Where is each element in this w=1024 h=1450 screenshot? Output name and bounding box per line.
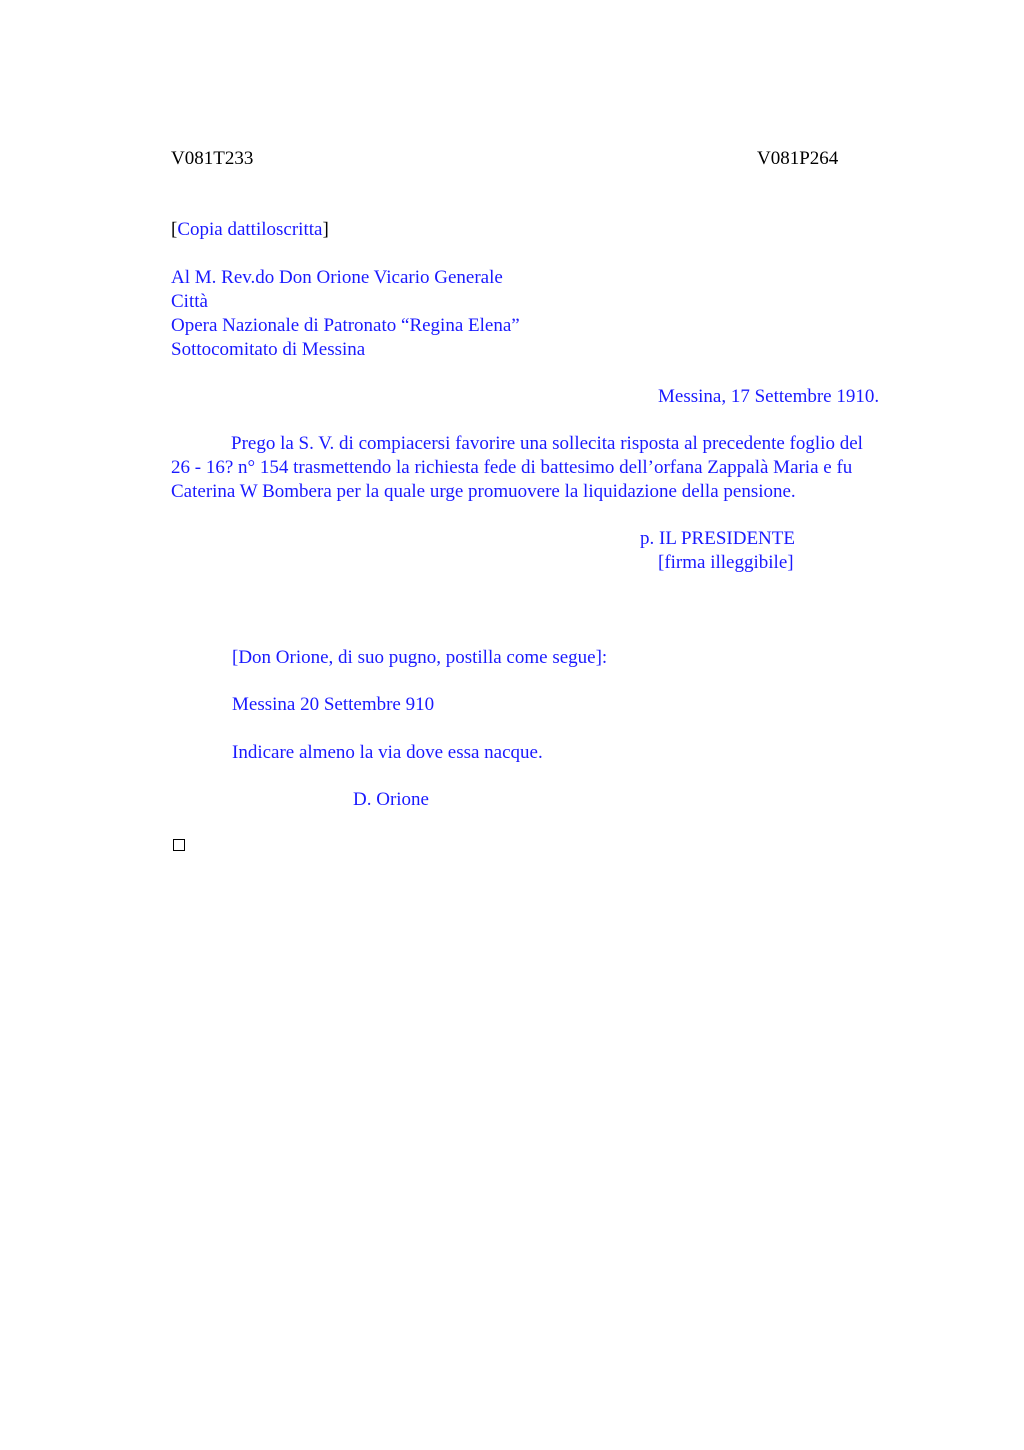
letter-date: Messina, 17 Settembre 1910. xyxy=(658,386,880,407)
letter-body xyxy=(171,432,931,504)
copy-note-text: Copia dattiloscritta xyxy=(177,219,323,240)
signature-title: p. IL PRESIDENTE xyxy=(640,528,795,549)
address-line: Città xyxy=(171,291,208,312)
square-marker xyxy=(173,839,185,851)
body-line: Caterina W Bombera per la quale urge promuovere la liquidazione della pensione. xyxy=(171,481,796,502)
address-line: Sottocomitato di Messina xyxy=(171,339,366,360)
body-line: 26 - 16? n° 154 trasmettendo la richiesta fede di battesimo dell’orfana Zappalà Maria e fu xyxy=(171,457,853,478)
copy-note xyxy=(171,218,329,242)
copy-note-bracket-open: [ xyxy=(171,219,178,240)
document-code-left: V081T233 xyxy=(171,148,254,169)
postscript-intro: [Don Orione, di suo pugno, postilla come segue]: xyxy=(232,647,608,668)
postscript-text: Indicare almeno la via dove essa nacque. xyxy=(232,742,543,763)
address-line: Al M. Rev.do Don Orione Vicario Generale xyxy=(171,267,503,288)
signature-note: [firma illeggibile] xyxy=(658,552,794,573)
document-code-right: V081P264 xyxy=(757,148,839,169)
postscript-signature: D. Orione xyxy=(353,789,429,810)
body-line-text: Prego la S. V. di compiacersi favorire una sollecita risposta al precedente foglio del xyxy=(231,433,863,454)
postscript-date: Messina 20 Settembre 910 xyxy=(232,694,435,715)
address-line: Opera Nazionale di Patronato “Regina Elena” xyxy=(171,315,520,336)
body-line xyxy=(171,432,931,456)
copy-note-bracket-close: ] xyxy=(322,219,329,240)
address-block xyxy=(171,266,520,362)
